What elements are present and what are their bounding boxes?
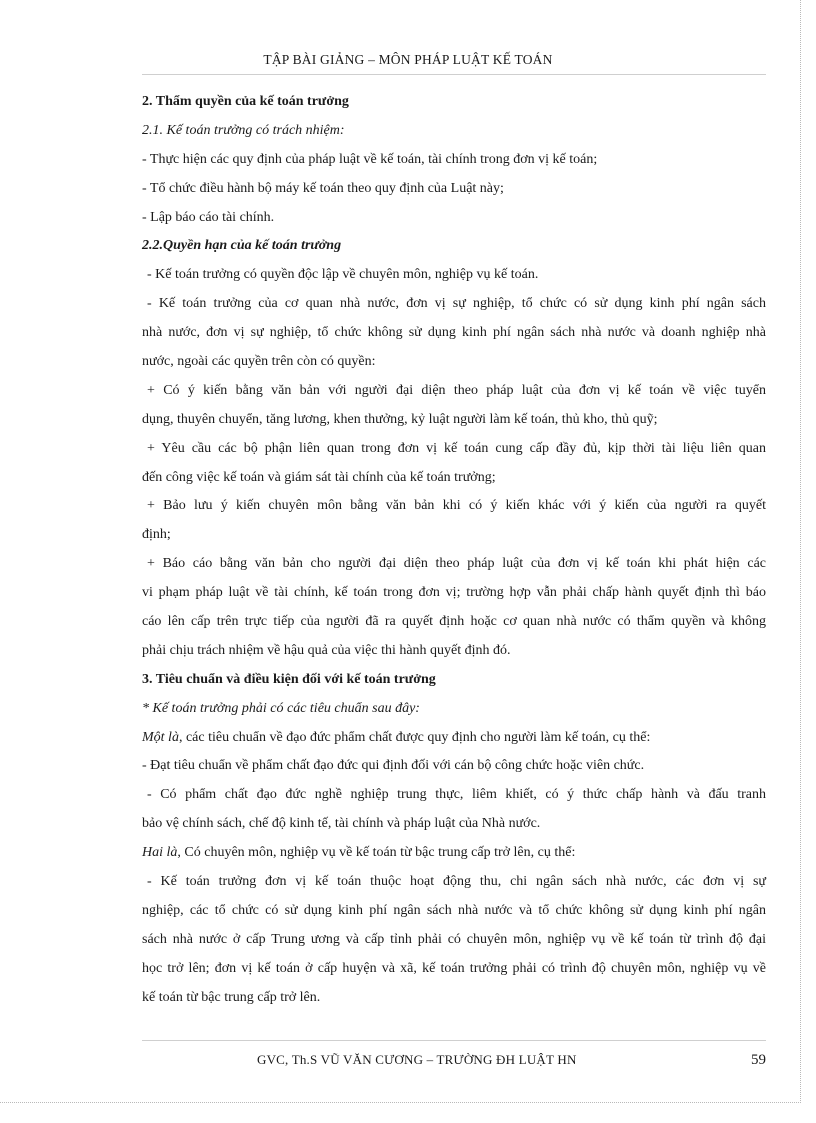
section-3-intro: * Kế toán trưởng phải có các tiêu chuẩn sau đây: <box>142 700 420 716</box>
section-2-heading: 2. Thẩm quyền của kế toán trưởng <box>142 94 349 109</box>
bullet-line: + Bảo lưu ý kiến chuyên môn bằng văn bản khi có ý kiến khác với ý kiến của người ra quyết <box>147 498 766 514</box>
criterion-one <box>142 724 766 753</box>
paragraph-line: - Kế toán trưởng đơn vị kế toán thuộc hoạt động thu, chi ngân sách nhà nước, các đơn vị sự <box>147 874 766 890</box>
bullet-line: đến công việc kế toán và giám sát tài chính của kế toán trưởng; <box>142 469 496 485</box>
paragraph-line: - Có phẩm chất đạo đức nghề nghiệp trung thực, liêm khiết, có ý thức chấp hành và đấu tranh <box>147 787 766 803</box>
paragraph-line: nghiệp, các tổ chức có sử dụng kinh phí ngân sách nhà nước và tổ chức không sử dụng kinh phí ngân <box>142 902 766 918</box>
criterion-two-text: , Có chuyên môn, nghiệp vụ về kế toán từ bậc trung cấp trở lên, cụ thể: <box>177 845 576 861</box>
bullet-line: phải chịu trách nhiệm về hậu quả của việc thi hành quyết định đó. <box>142 642 511 658</box>
criterion-two <box>142 839 766 868</box>
paragraph-line: nước, ngoài các quyền trên còn có quyền: <box>142 354 376 370</box>
document-body <box>142 88 766 1013</box>
criterion-one-text: , các tiêu chuẩn về đạo đức phẩm chất được quy định cho người làm kế toán, cụ thể: <box>178 729 651 745</box>
section-3-heading: 3. Tiêu chuẩn và điều kiện đối với kế toán trưởng <box>142 671 436 687</box>
section-2-2-heading: 2.2.Quyền hạn của kế toán trưởng <box>142 238 342 254</box>
criterion-two-label: Hai là <box>142 845 178 861</box>
list-item: - Thực hiện các quy định của pháp luật về kế toán, tài chính trong đơn vị kế toán; <box>142 151 598 167</box>
paragraph-line: - Kế toán trưởng của cơ quan nhà nước, đơn vị sự nghiệp, tổ chức có sử dụng kinh phí ngân sách <box>147 296 766 312</box>
paragraph-line: sách nhà nước ở cấp Trung ương và cấp tỉnh phải có chuyên môn, nghiệp vụ về kế toán từ trình độ đại <box>142 931 766 947</box>
footer-author: GVC, Th.S VŨ VĂN CƯƠNG – TRƯỜNG ĐH LUẬT HN <box>257 1052 577 1067</box>
list-item: - Đạt tiêu chuẩn về phẩm chất đạo đức qui định đối với cán bộ công chức hoặc viên chức. <box>142 758 645 774</box>
list-item: - Lập báo cáo tài chính. <box>142 209 275 225</box>
page-header: TẬP BÀI GIẢNG – MÔN PHÁP LUẬT KẾ TOÁN <box>263 52 553 67</box>
list-item: - Tổ chức điều hành bộ máy kế toán theo quy định của Luật này; <box>142 180 504 196</box>
page-number: 59 <box>751 1052 766 1068</box>
bullet-line: + Có ý kiến bằng văn bản với người đại diện theo pháp luật của đơn vị kế toán về việc tuyển <box>147 382 766 398</box>
paragraph-line: kế toán từ bậc trung cấp trở lên. <box>142 989 321 1005</box>
bullet-line: định; <box>142 527 171 543</box>
bullet-line: dụng, thuyên chuyển, tăng lương, khen thưởng, kỷ luật người làm kế toán, thủ kho, thủ quỹ; <box>142 411 658 427</box>
bullet-line: + Báo cáo bằng văn bản cho người đại diện theo pháp luật của đơn vị kế toán khi phát hiện các <box>147 556 766 572</box>
bullet-line: cáo lên cấp trên trực tiếp của người đã ra quyết định hoặc cơ quan nhà nước có thẩm quyền và không <box>142 614 766 630</box>
paragraph-line: - Kế toán trưởng có quyền độc lập về chuyên môn, nghiệp vụ kế toán. <box>147 267 539 283</box>
criterion-one-label: Một là <box>142 729 179 745</box>
section-2-1-heading: 2.1. Kế toán trưởng có trách nhiệm: <box>142 122 345 138</box>
paragraph-line: học trở lên; đơn vị kế toán ở cấp huyện và xã, kế toán trưởng phải có trình độ chuyên môn, nghiệp vụ về <box>142 960 766 976</box>
paragraph-line: bảo vệ chính sách, chế độ kinh tế, tài chính và pháp luật của Nhà nước. <box>142 816 541 832</box>
bullet-line: + Yêu cầu các bộ phận liên quan trong đơn vị kế toán cung cấp đầy đủ, kịp thời tài liệu liên quan <box>147 440 766 456</box>
paragraph-line: nhà nước, đơn vị sự nghiệp, tổ chức không sử dụng kinh phí ngân sách nhà nước và doanh nghiệp nhà <box>142 325 766 341</box>
header-rule <box>142 74 766 75</box>
bullet-line: vi phạm pháp luật về tài chính, kế toán trong đơn vị; trường hợp vẫn phải chấp hành quyết định thì báo <box>142 585 766 601</box>
footer-rule <box>142 1040 766 1041</box>
